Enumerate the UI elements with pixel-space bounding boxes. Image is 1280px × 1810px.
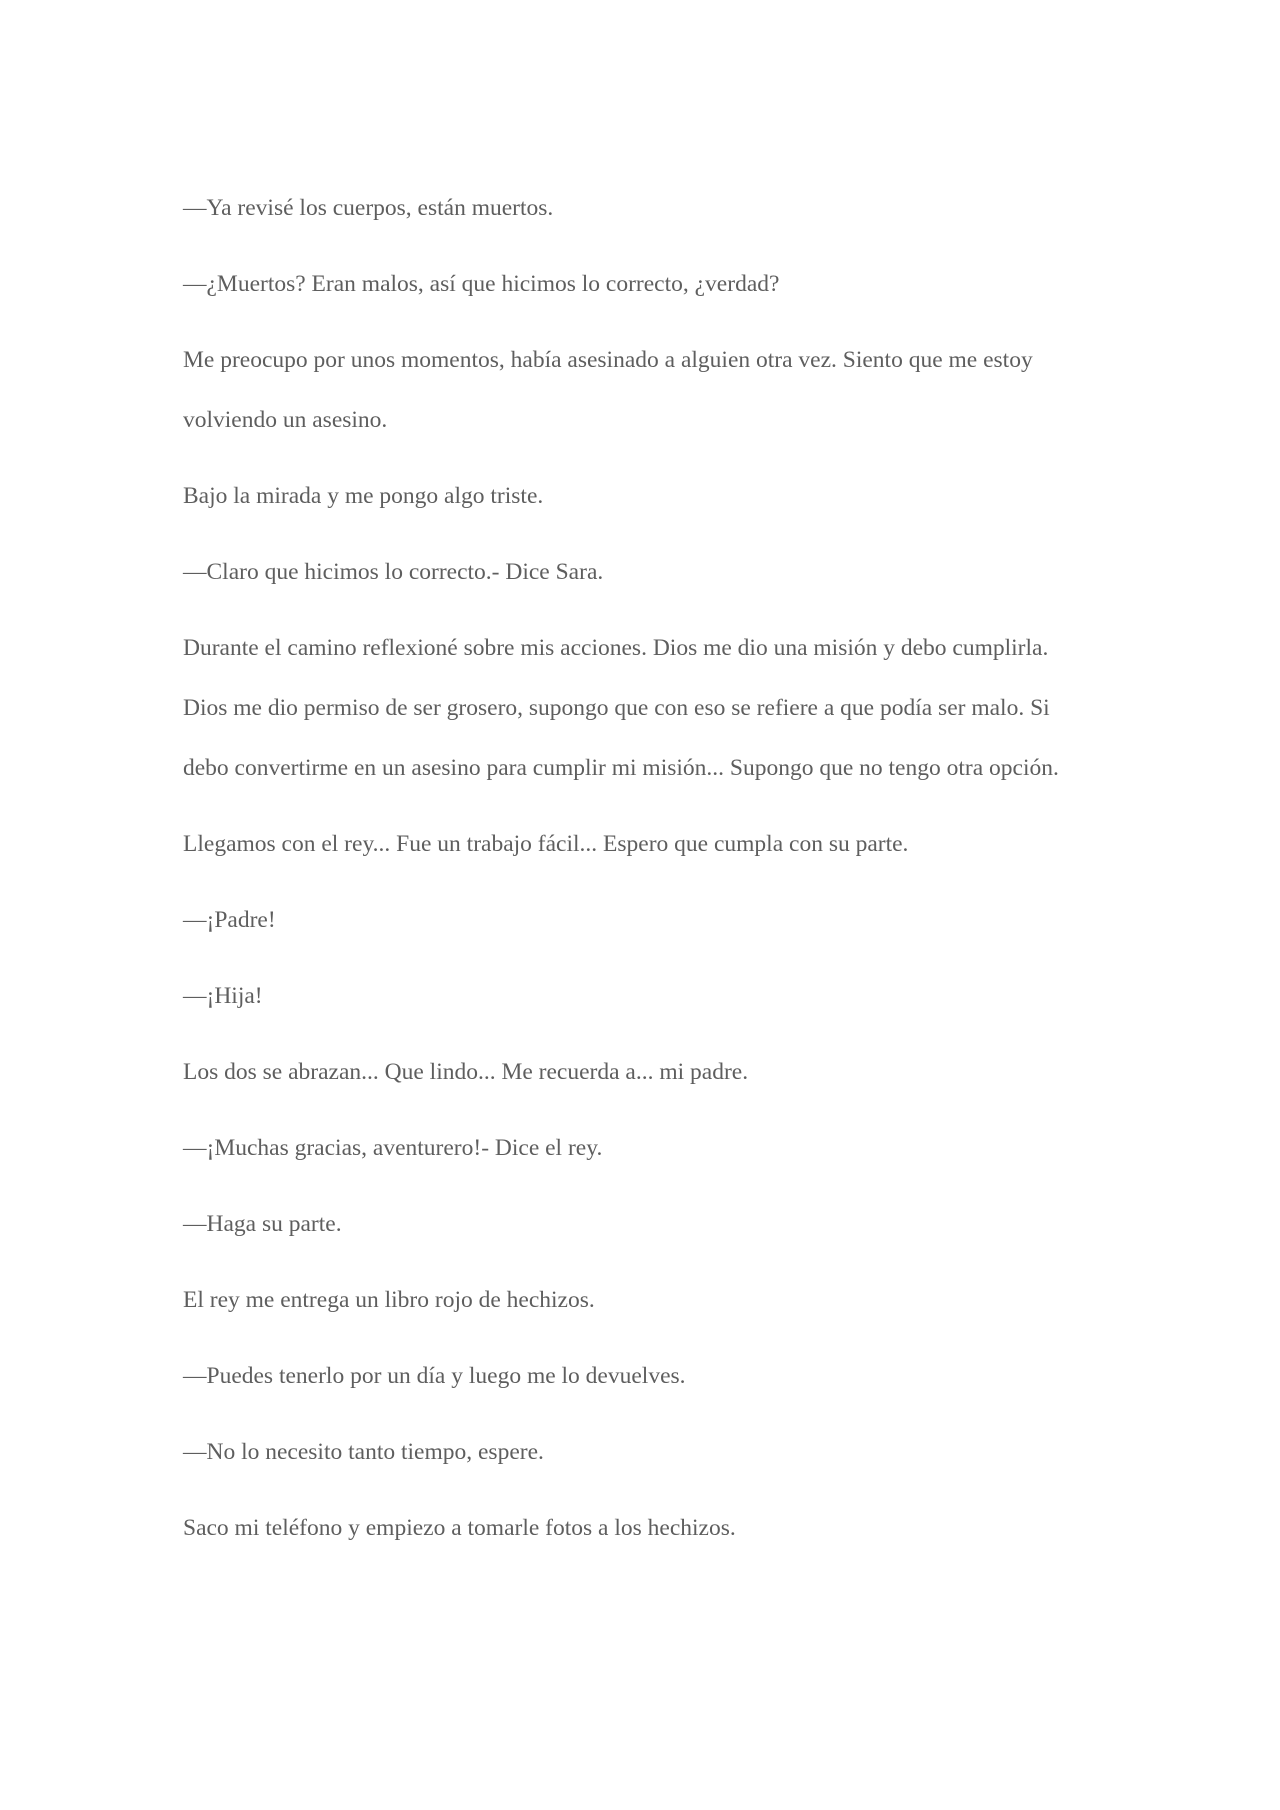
document-body (183, 178, 1083, 1574)
paragraph: —Claro que hicimos lo correcto.- Dice Sara. (183, 559, 604, 585)
paragraph: Me preocupo por unos momentos, había asesinado a alguien otra vez. Siento que me estoy volviendo un asesino. (183, 347, 1033, 433)
paragraph: —¡Hija! (183, 983, 263, 1009)
paragraph: —No lo necesito tanto tiempo, espere. (183, 1439, 544, 1465)
paragraph: —Haga su parte. (183, 1211, 342, 1237)
paragraph: El rey me entrega un libro rojo de hechizos. (183, 1287, 595, 1313)
paragraph: Saco mi teléfono y empiezo a tomarle fotos a los hechizos. (183, 1515, 736, 1541)
paragraph: —¿Muertos? Eran malos, así que hicimos lo correcto, ¿verdad? (183, 271, 780, 297)
paragraph: —¡Padre! (183, 907, 276, 933)
paragraph: —¡Muchas gracias, aventurero!- Dice el rey. (183, 1135, 603, 1161)
paragraph: Bajo la mirada y me pongo algo triste. (183, 483, 544, 509)
paragraph: Llegamos con el rey... Fue un trabajo fácil... Espero que cumpla con su parte. (183, 831, 909, 857)
paragraph: —Ya revisé los cuerpos, están muertos. (183, 195, 554, 221)
paragraph: Durante el camino reflexioné sobre mis acciones. Dios me dio una misión y debo cumplirla. Dios me dio permiso de ser grosero, supongo que con eso se refiere a que podía ser malo. Si debo convertirme en un asesino para cumplir mi misión... Supongo que no tengo otra opción. (183, 635, 1059, 781)
paragraph: —Puedes tenerlo por un día y luego me lo devuelves. (183, 1363, 686, 1389)
paragraph: Los dos se abrazan... Que lindo... Me recuerda a... mi padre. (183, 1059, 749, 1085)
